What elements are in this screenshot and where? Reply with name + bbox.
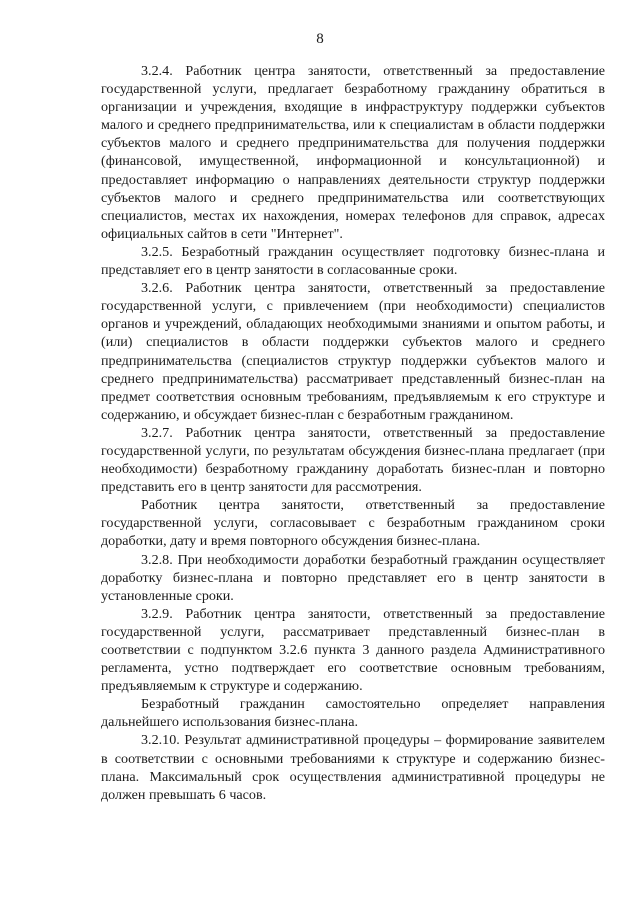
paragraph-3-2-7: 3.2.7. Работник центра занятости, ответственный за предоставление государственной услуги, по результатам обсуждения бизнес-плана предлагает (при необходимости) безработному гражданину доработать бизнес-план и повторно представить его в центр занятости для рассмотрения. <box>101 424 605 496</box>
paragraph-3-2-8: 3.2.8. При необходимости доработки безработный гражданин осуществляет доработку бизнес-плана и повторно представляет его в центр занятости в установленные сроки. <box>101 551 605 604</box>
document-body <box>101 62 605 804</box>
page-number: 8 <box>316 31 324 47</box>
paragraph-3-2-5: 3.2.5. Безработный гражданин осуществляет подготовку бизнес-плана и представляет его в центр занятости в согласованные сроки. <box>101 243 605 279</box>
paragraph-3-2-9: 3.2.9. Работник центра занятости, ответственный за предоставление государственной услуги, рассматривает представленный бизнес-план в соответствии с подпунктом 3.2.6 пункта 3 данного раздела Административного регламента, устно подтверждает его соответствие основным требованиям, предъявляемым к структуре и содержанию. <box>101 605 605 695</box>
paragraph-3-2-4: 3.2.4. Работник центра занятости, ответственный за предоставление государственной услуги, предлагает безработному гражданину обратиться в организации и учреждения, входящие в инфраструктуру поддержки субъектов малого и среднего предпринимательства, или к специалистам в области поддержки субъектов малого и среднего предпринимательства для получения поддержки (финансовой, имущественной, информационной и консультационной) и предоставляет информацию о направлениях деятельности структур поддержки субъектов малого и среднего предпринимательства или соответствующих специалистов, местах их нахождения, номерах телефонов для справок, адресах официальных сайтов в сети "Интернет". <box>101 63 605 242</box>
paragraph-3-2-7-agreement: Работник центра занятости, ответственный за предоставление государственной услуги, согласовывает с безработным гражданином сроки доработки, дату и время повторного обсуждения бизнес-плана. <box>101 497 605 550</box>
paragraph-3-2-9-directions: Безработный гражданин самостоятельно определяет направления дальнейшего использования бизнес-плана. <box>101 696 605 731</box>
paragraph-3-2-10: 3.2.10. Результат административной процедуры – формирование заявителем в соответствии с основными требованиями к структуре и содержанию бизнес-плана. Максимальный срок осуществления административной процедуры не должен превышать 6 часов. <box>101 732 605 803</box>
paragraph-3-2-6: 3.2.6. Работник центра занятости, ответственный за предоставление государственной услуги, с привлечением (при необходимости) специалистов органов и учреждений, обладающих необходимыми знаниями и опытом работы, и (или) специалистов в области поддержки субъектов малого и среднего предпринимательства (специалистов структур поддержки субъектов малого и среднего предпринимательства) рассматривает представленный бизнес-план на предмет соответствия основным требованиям, предъявляемым к его структуре и содержанию, и обсуждает бизнес-план с безработным гражданином. <box>101 280 605 423</box>
